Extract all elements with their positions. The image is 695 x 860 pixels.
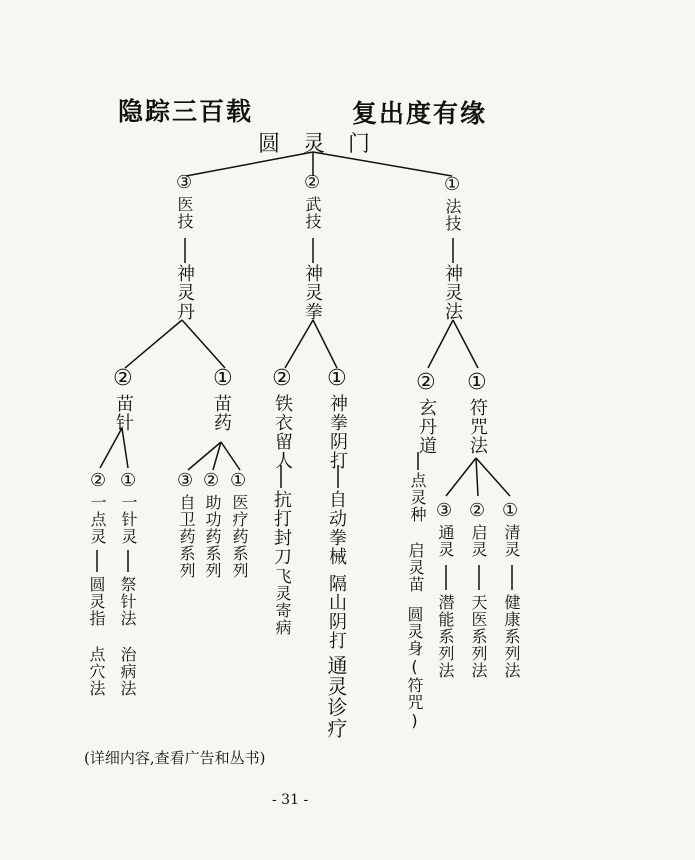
sub-label: 苗针 <box>113 394 134 432</box>
sub-label: 铁衣留人 <box>272 394 293 470</box>
branch-number: ① <box>444 174 461 195</box>
item-col: 点穴法 <box>87 646 106 697</box>
branch-kind: 法技 <box>443 198 462 232</box>
sub-number: ① <box>467 370 487 395</box>
header-left-slogan: 隐踪三百载 <box>118 97 254 126</box>
header-right-slogan: 复出度有缘 <box>352 99 488 128</box>
item-number: ② <box>203 470 220 491</box>
item-text: 启灵 <box>469 524 488 558</box>
item-col: 祭针法 <box>118 576 137 627</box>
sub-label: 玄丹道 <box>416 398 437 455</box>
item-number: ② <box>90 470 107 491</box>
branch-number: ③ <box>176 172 193 193</box>
item-text: 自卫药系列 <box>177 494 196 579</box>
item-number: ③ <box>177 470 194 491</box>
item-text: 一点灵 <box>88 494 107 545</box>
sub-number: ② <box>272 366 292 391</box>
sub-number: ② <box>113 366 133 391</box>
branch-number: ② <box>304 172 321 193</box>
branch-kind: 医技 <box>175 196 194 230</box>
item-number: ③ <box>436 500 453 521</box>
item-col: 圆灵指 <box>87 576 106 627</box>
sub-number: ① <box>213 366 233 391</box>
item-text: 医疗药系列 <box>230 494 249 579</box>
branch-kind: 武技 <box>303 196 322 230</box>
item-col: 点灵种 <box>408 472 427 523</box>
branch-name: 神灵拳 <box>302 264 323 321</box>
item-desc: 天医系列法 <box>469 594 488 679</box>
item-col: 自动拳械 <box>326 490 347 566</box>
sub-number: ① <box>327 366 347 391</box>
item-text: 一针灵 <box>119 494 138 545</box>
item-text: 助功药系列 <box>203 494 222 579</box>
sub-label: 符咒法 <box>467 398 488 455</box>
sub-number: ② <box>416 370 436 395</box>
item-col: 治病法 <box>118 646 137 697</box>
item-text: 清灵 <box>502 524 521 558</box>
item-col: 飞灵寄病 <box>273 568 292 636</box>
branch-name: 神灵法 <box>442 264 463 321</box>
item-number: ② <box>469 500 486 521</box>
footer-note: (详细内容,查看广告和丛书) <box>84 749 266 767</box>
page-number: - 31 - <box>272 792 309 808</box>
item-col: 圆灵身(符咒) <box>405 606 424 731</box>
sub-label: 苗药 <box>211 394 232 432</box>
diagram-title: 圆 灵 门 <box>258 132 370 157</box>
item-col: 隔山阴打 <box>326 574 347 650</box>
item-col: 抗打封刀 <box>271 490 292 566</box>
item-number: ① <box>120 470 137 491</box>
branch-name: 神灵丹 <box>174 264 195 321</box>
item-number: ① <box>502 500 519 521</box>
item-desc: 潜能系列法 <box>436 594 455 679</box>
sub-label: 神拳阴打 <box>327 394 348 470</box>
item-number: ① <box>230 470 247 491</box>
item-col: 通灵诊疗 <box>324 655 348 739</box>
item-desc: 健康系列法 <box>502 594 521 679</box>
item-col: 启灵苗 <box>406 542 425 593</box>
item-text: 通灵 <box>436 524 455 558</box>
